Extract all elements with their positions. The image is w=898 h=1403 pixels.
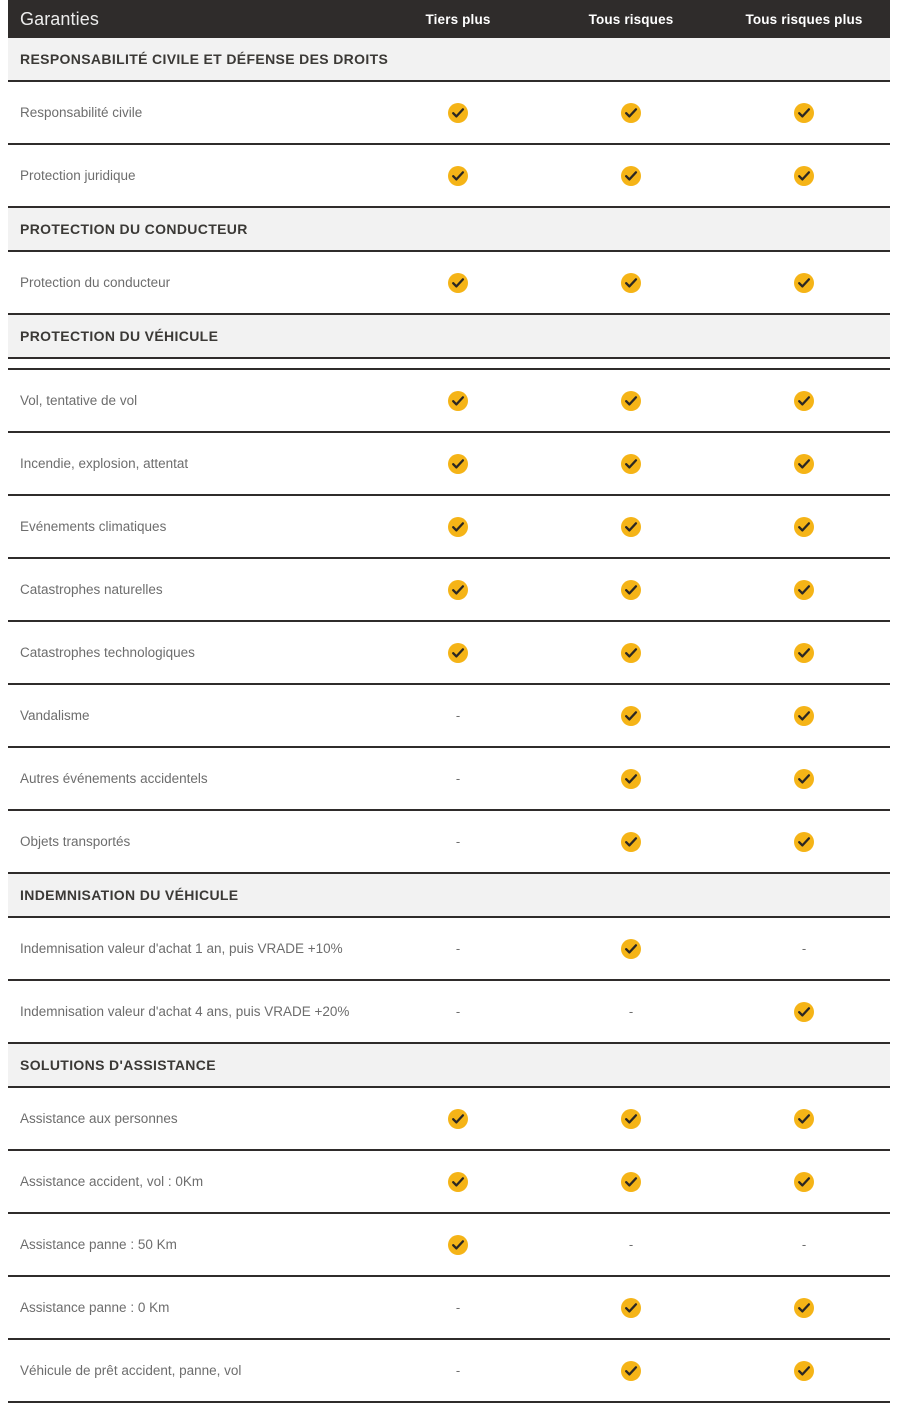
cell-tiers-plus bbox=[372, 558, 544, 621]
row-label-catastrophes-naturelles: Catastrophes naturelles bbox=[8, 558, 372, 621]
check-circle-icon bbox=[448, 580, 468, 600]
cell-tiers-plus bbox=[372, 1276, 544, 1339]
cell-tiers-plus bbox=[372, 495, 544, 558]
cell-tous-risques-plus bbox=[718, 369, 890, 432]
row-label-assistance-accident-vol-0km: Assistance accident, vol : 0Km bbox=[8, 1150, 372, 1213]
check-circle-icon bbox=[794, 1109, 814, 1129]
cell-tous-risques-plus bbox=[718, 621, 890, 684]
cell-tous-risques-plus bbox=[718, 495, 890, 558]
check-circle-icon bbox=[794, 1172, 814, 1192]
dash-icon: - bbox=[455, 940, 461, 956]
check-circle-icon bbox=[448, 517, 468, 537]
cell-tous-risques bbox=[544, 1339, 718, 1402]
section-title-responsabilite-civile-et-defense-des-droits: RESPONSABILITÉ CIVILE ET DÉFENSE DES DROITS bbox=[8, 38, 890, 81]
check-circle-icon bbox=[621, 706, 641, 726]
check-circle-icon bbox=[621, 517, 641, 537]
cell-tous-risques bbox=[544, 684, 718, 747]
row-label-indemnisation-valeur-d-achat-1-an-puis-vrade-10: Indemnisation valeur d'achat 1 an, puis VRADE +10% bbox=[8, 917, 372, 980]
check-circle-icon bbox=[448, 166, 468, 186]
table-row bbox=[8, 621, 890, 684]
cell-tous-risques-plus bbox=[718, 684, 890, 747]
section-title-protection-du-conducteur: PROTECTION DU CONDUCTEUR bbox=[8, 207, 890, 251]
cell-tiers-plus bbox=[372, 684, 544, 747]
check-circle-icon bbox=[794, 517, 814, 537]
section-header-row bbox=[8, 873, 890, 917]
dash-icon: - bbox=[801, 940, 807, 956]
table-row bbox=[8, 251, 890, 314]
table-row bbox=[8, 917, 890, 980]
row-label-autres-evenements-accidentels: Autres événements accidentels bbox=[8, 747, 372, 810]
row-label-catastrophes-technologiques: Catastrophes technologiques bbox=[8, 621, 372, 684]
cell-tiers-plus bbox=[372, 621, 544, 684]
spacer-row bbox=[8, 358, 890, 369]
check-circle-icon bbox=[794, 832, 814, 852]
cell-tiers-plus bbox=[372, 1213, 544, 1276]
check-circle-icon bbox=[621, 580, 641, 600]
row-label-objets-transportes: Objets transportés bbox=[8, 810, 372, 873]
cell-tous-risques bbox=[544, 1213, 718, 1276]
cell-tous-risques bbox=[544, 1087, 718, 1150]
column-header-tous-risques: Tous risques bbox=[588, 11, 674, 27]
check-circle-icon bbox=[794, 454, 814, 474]
check-circle-icon bbox=[448, 103, 468, 123]
cell-tiers-plus bbox=[372, 810, 544, 873]
check-circle-icon bbox=[448, 643, 468, 663]
column-header-tous-risques-plus: Tous risques plus bbox=[745, 11, 863, 27]
check-circle-icon bbox=[621, 1109, 641, 1129]
row-label-protection-du-conducteur: Protection du conducteur bbox=[8, 251, 372, 314]
table-row bbox=[8, 1150, 890, 1213]
cell-tous-risques-plus bbox=[718, 432, 890, 495]
table-row bbox=[8, 1213, 890, 1276]
cell-tous-risques-plus bbox=[718, 1150, 890, 1213]
dash-icon: - bbox=[455, 1362, 461, 1378]
table-row bbox=[8, 144, 890, 207]
cell-tous-risques bbox=[544, 1276, 718, 1339]
row-label-assistance-aux-personnes: Assistance aux personnes bbox=[8, 1087, 372, 1150]
row-label-indemnisation-valeur-d-achat-4-ans-puis-vrade-20: Indemnisation valeur d'achat 4 ans, puis VRADE +20% bbox=[8, 980, 372, 1043]
section-header-row bbox=[8, 1043, 890, 1087]
cell-tiers-plus bbox=[372, 369, 544, 432]
check-circle-icon bbox=[621, 832, 641, 852]
check-circle-icon bbox=[448, 1109, 468, 1129]
row-label-responsabilite-civile: Responsabilité civile bbox=[8, 81, 372, 144]
cell-tous-risques bbox=[544, 747, 718, 810]
cell-tiers-plus bbox=[372, 81, 544, 144]
cell-tous-risques-plus bbox=[718, 1213, 890, 1276]
table-row bbox=[8, 432, 890, 495]
section-header-row bbox=[8, 38, 890, 81]
cell-tous-risques bbox=[544, 144, 718, 207]
check-circle-icon bbox=[621, 103, 641, 123]
cell-tous-risques bbox=[544, 251, 718, 314]
cell-tous-risques-plus bbox=[718, 1087, 890, 1150]
dash-icon: - bbox=[455, 1299, 461, 1315]
cell-tous-risques bbox=[544, 558, 718, 621]
check-circle-icon bbox=[621, 1172, 641, 1192]
table-header-row bbox=[8, 0, 890, 38]
dash-icon: - bbox=[455, 833, 461, 849]
table-row bbox=[8, 1276, 890, 1339]
check-circle-icon bbox=[448, 454, 468, 474]
cell-tous-risques-plus bbox=[718, 144, 890, 207]
check-circle-icon bbox=[621, 1361, 641, 1381]
cell-tous-risques bbox=[544, 369, 718, 432]
table-body bbox=[8, 38, 890, 1402]
table-row bbox=[8, 495, 890, 558]
table-header bbox=[8, 0, 890, 38]
section-header-row bbox=[8, 314, 890, 358]
table-row bbox=[8, 369, 890, 432]
column-header-garanties: Garanties bbox=[20, 8, 99, 29]
table-row bbox=[8, 1339, 890, 1402]
check-circle-icon bbox=[448, 1172, 468, 1192]
check-circle-icon bbox=[621, 643, 641, 663]
cell-tous-risques-plus bbox=[718, 1339, 890, 1402]
dash-icon: - bbox=[801, 1236, 807, 1252]
section-title-solutions-d-assistance: SOLUTIONS D'ASSISTANCE bbox=[8, 1043, 890, 1087]
table-row bbox=[8, 810, 890, 873]
dash-icon: - bbox=[455, 707, 461, 723]
row-label-incendie-explosion-attentat: Incendie, explosion, attentat bbox=[8, 432, 372, 495]
check-circle-icon bbox=[794, 1002, 814, 1022]
check-circle-icon bbox=[794, 103, 814, 123]
check-circle-icon bbox=[621, 454, 641, 474]
dash-icon: - bbox=[455, 770, 461, 786]
table-row bbox=[8, 558, 890, 621]
section-title-protection-du-vehicule: PROTECTION DU VÉHICULE bbox=[8, 314, 890, 358]
cell-tous-risques bbox=[544, 917, 718, 980]
cell-tous-risques bbox=[544, 980, 718, 1043]
table-row bbox=[8, 747, 890, 810]
row-label-vol-tentative-de-vol: Vol, tentative de vol bbox=[8, 369, 372, 432]
check-circle-icon bbox=[621, 1298, 641, 1318]
table-row bbox=[8, 81, 890, 144]
check-circle-icon bbox=[794, 580, 814, 600]
cell-tous-risques-plus bbox=[718, 917, 890, 980]
dash-icon: - bbox=[455, 1003, 461, 1019]
section-header-row bbox=[8, 207, 890, 251]
cell-tous-risques bbox=[544, 1150, 718, 1213]
table-row bbox=[8, 980, 890, 1043]
cell-tiers-plus bbox=[372, 917, 544, 980]
check-circle-icon bbox=[794, 643, 814, 663]
check-circle-icon bbox=[448, 391, 468, 411]
row-label-vehicule-de-pret-accident-panne-vol: Véhicule de prêt accident, panne, vol bbox=[8, 1339, 372, 1402]
cell-tous-risques-plus bbox=[718, 980, 890, 1043]
row-label-assistance-panne-50-km: Assistance panne : 50 Km bbox=[8, 1213, 372, 1276]
cell-tiers-plus bbox=[372, 251, 544, 314]
check-circle-icon bbox=[794, 706, 814, 726]
cell-tous-risques-plus bbox=[718, 1276, 890, 1339]
cell-tiers-plus bbox=[372, 1087, 544, 1150]
check-circle-icon bbox=[794, 1361, 814, 1381]
cell-tous-risques bbox=[544, 432, 718, 495]
cell-tous-risques bbox=[544, 810, 718, 873]
check-circle-icon bbox=[621, 273, 641, 293]
dash-icon: - bbox=[628, 1003, 634, 1019]
cell-tiers-plus bbox=[372, 980, 544, 1043]
cell-tous-risques-plus bbox=[718, 81, 890, 144]
dash-icon: - bbox=[628, 1236, 634, 1252]
check-circle-icon bbox=[621, 391, 641, 411]
row-label-vandalisme: Vandalisme bbox=[8, 684, 372, 747]
cell-tous-risques-plus bbox=[718, 747, 890, 810]
check-circle-icon bbox=[448, 273, 468, 293]
section-title-indemnisation-du-vehicule: INDEMNISATION DU VÉHICULE bbox=[8, 873, 890, 917]
check-circle-icon bbox=[448, 1235, 468, 1255]
cell-tous-risques-plus bbox=[718, 251, 890, 314]
cell-tiers-plus bbox=[372, 432, 544, 495]
check-circle-icon bbox=[794, 166, 814, 186]
table-row bbox=[8, 684, 890, 747]
check-circle-icon bbox=[794, 273, 814, 293]
row-label-evenements-climatiques: Evénements climatiques bbox=[8, 495, 372, 558]
table-row bbox=[8, 1087, 890, 1150]
check-circle-icon bbox=[794, 769, 814, 789]
check-circle-icon bbox=[794, 1298, 814, 1318]
check-circle-icon bbox=[621, 166, 641, 186]
guarantees-table bbox=[8, 0, 890, 1403]
check-circle-icon bbox=[621, 939, 641, 959]
cell-tiers-plus bbox=[372, 1150, 544, 1213]
cell-tous-risques bbox=[544, 81, 718, 144]
row-label-assistance-panne-0-km: Assistance panne : 0 Km bbox=[8, 1276, 372, 1339]
column-header-tiers-plus: Tiers plus bbox=[425, 11, 491, 27]
check-circle-icon bbox=[794, 391, 814, 411]
cell-tiers-plus bbox=[372, 144, 544, 207]
cell-tiers-plus bbox=[372, 1339, 544, 1402]
cell-tiers-plus bbox=[372, 747, 544, 810]
cell-tous-risques-plus bbox=[718, 810, 890, 873]
check-circle-icon bbox=[621, 769, 641, 789]
row-label-protection-juridique: Protection juridique bbox=[8, 144, 372, 207]
spacer-cell bbox=[8, 358, 890, 369]
cell-tous-risques bbox=[544, 495, 718, 558]
cell-tous-risques bbox=[544, 621, 718, 684]
cell-tous-risques-plus bbox=[718, 558, 890, 621]
